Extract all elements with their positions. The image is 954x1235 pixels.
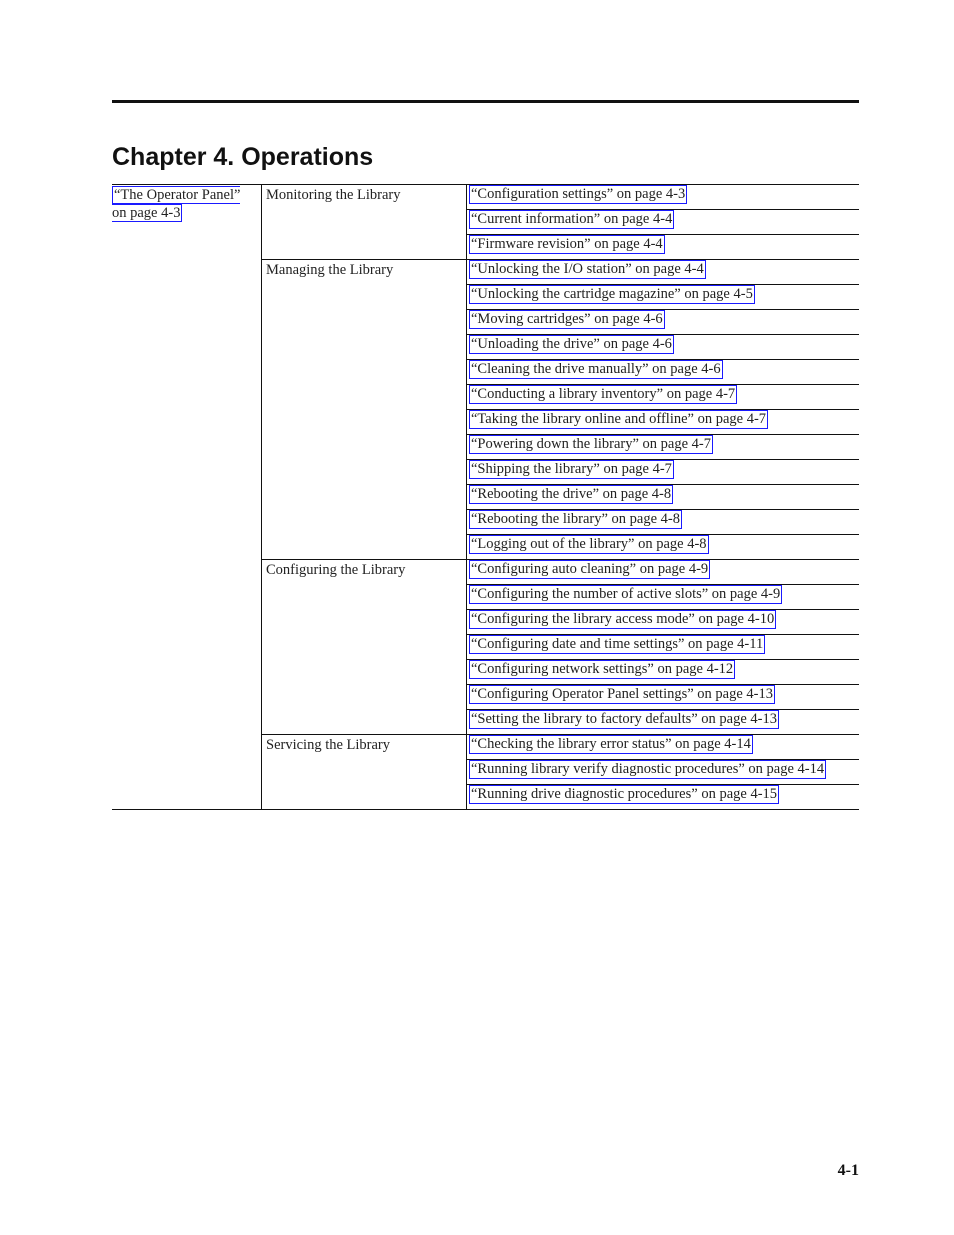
operator-panel-link[interactable] [112, 186, 240, 222]
task-group-label: Monitoring the Library [262, 185, 467, 259]
topic-link[interactable]: “Configuring the number of active slots” on page 4-9 [471, 586, 781, 602]
topic-row [467, 260, 859, 284]
topic-row [467, 459, 859, 484]
topic-list [467, 560, 859, 734]
topic-row [467, 209, 859, 234]
topic-link[interactable]: “Configuring Operator Panel settings” on page 4-13 [471, 686, 774, 702]
topic-row [467, 384, 859, 409]
topic-row [467, 434, 859, 459]
topic-row [467, 484, 859, 509]
topic-link[interactable]: “Running library verify diagnostic procedures” on page 4-14 [471, 761, 825, 777]
topic-link[interactable]: “Setting the library to factory defaults” on page 4-13 [471, 711, 778, 727]
task-group-label: Managing the Library [262, 260, 467, 559]
operator-panel-cell [112, 185, 262, 809]
topic-link[interactable]: “Configuring the library access mode” on page 4-10 [471, 611, 775, 627]
topic-row [467, 684, 859, 709]
task-group [262, 259, 859, 559]
topic-row [467, 359, 859, 384]
topic-list [467, 260, 859, 559]
topic-row [467, 509, 859, 534]
task-group [262, 734, 859, 809]
task-group-label: Configuring the Library [262, 560, 467, 734]
task-group-label: Servicing the Library [262, 735, 467, 809]
topic-row [467, 659, 859, 684]
topic-list [467, 185, 859, 259]
topic-row [467, 634, 859, 659]
topic-list [467, 735, 859, 809]
topic-link[interactable]: “Current information” on page 4-4 [471, 211, 673, 227]
task-group [262, 559, 859, 734]
task-group [262, 185, 859, 259]
topic-link[interactable]: “Powering down the library” on page 4-7 [471, 436, 711, 452]
topic-row [467, 234, 859, 259]
topic-row [467, 759, 859, 784]
topic-row [467, 409, 859, 434]
topic-link[interactable]: “Unlocking the I/O station” on page 4-4 [471, 261, 704, 277]
topic-row [467, 284, 859, 309]
topic-link[interactable]: “Moving cartridges” on page 4-6 [471, 311, 663, 327]
task-groups [262, 185, 859, 809]
operations-table [112, 184, 859, 810]
topic-row [467, 584, 859, 609]
operator-panel-link-line1: “The Operator Panel” [114, 187, 241, 203]
topic-row [467, 185, 859, 209]
topic-row [467, 534, 859, 559]
topic-link[interactable]: “Configuring network settings” on page 4-12 [471, 661, 734, 677]
topic-link[interactable]: “Configuring auto cleaning” on page 4-9 [471, 561, 709, 577]
topic-link[interactable]: “Configuration settings” on page 4-3 [471, 186, 686, 202]
top-rule [112, 100, 859, 103]
topic-link[interactable]: “Cleaning the drive manually” on page 4-6 [471, 361, 721, 377]
topic-link[interactable]: “Configuring date and time settings” on page 4-11 [471, 636, 764, 652]
operator-panel-link-line2: on page 4-3 [112, 205, 181, 221]
topic-row [467, 609, 859, 634]
topic-row [467, 560, 859, 584]
topic-link[interactable]: “Rebooting the library” on page 4-8 [471, 511, 680, 527]
topic-link[interactable]: “Conducting a library inventory” on page 4-7 [471, 386, 736, 402]
topic-link[interactable]: “Checking the library error status” on page 4-14 [471, 736, 751, 752]
topic-link[interactable]: “Logging out of the library” on page 4-8 [471, 536, 707, 552]
topic-row [467, 709, 859, 734]
topic-row [467, 334, 859, 359]
topic-link[interactable]: “Unlocking the cartridge magazine” on page 4-5 [471, 286, 753, 302]
page-number: 4-1 [837, 1162, 859, 1179]
topic-link[interactable]: “Firmware revision” on page 4-4 [471, 236, 663, 252]
topic-link[interactable]: “Shipping the library” on page 4-7 [471, 461, 672, 477]
topic-link[interactable]: “Running drive diagnostic procedures” on page 4-15 [471, 786, 778, 802]
topic-link[interactable]: “Taking the library online and offline” on page 4-7 [471, 411, 767, 427]
topic-row [467, 309, 859, 334]
topic-link[interactable]: “Unloading the drive” on page 4-6 [471, 336, 672, 352]
topic-row [467, 784, 859, 809]
topic-row [467, 735, 859, 759]
chapter-title: Chapter 4. Operations [112, 143, 374, 171]
topic-link[interactable]: “Rebooting the drive” on page 4-8 [471, 486, 672, 502]
